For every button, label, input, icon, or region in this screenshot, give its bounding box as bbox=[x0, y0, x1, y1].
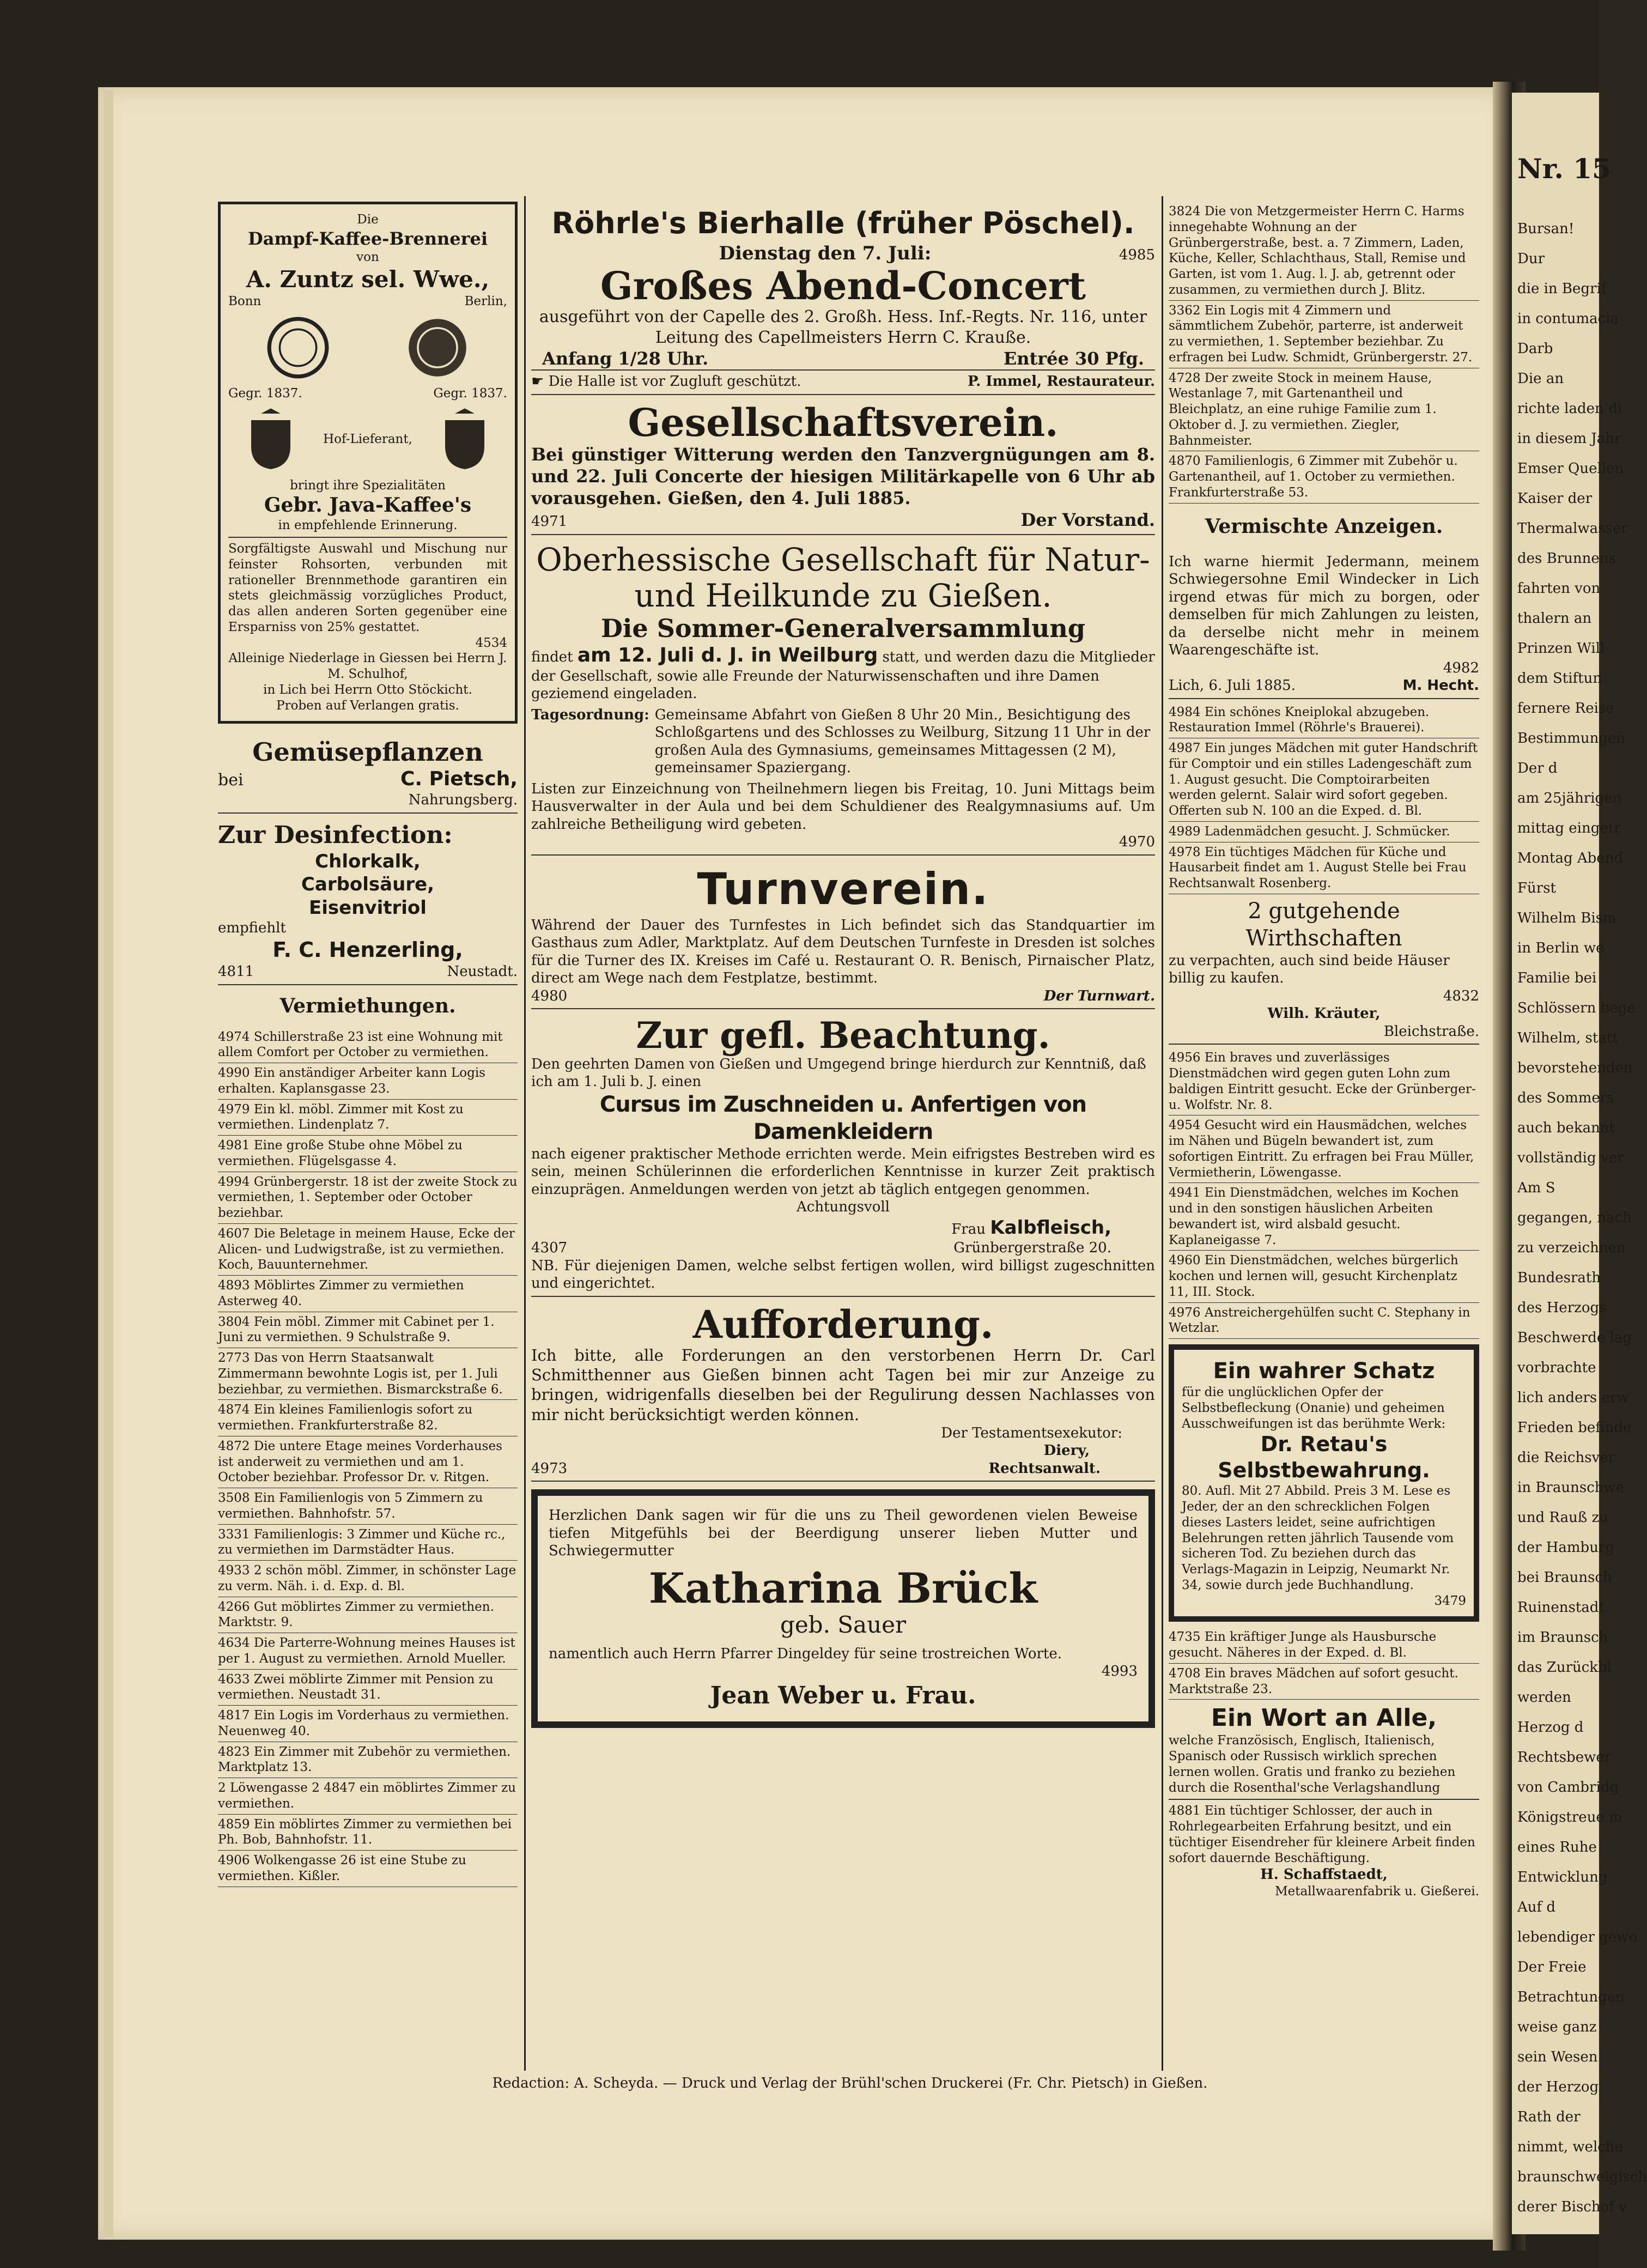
beacht-nb: NB. Für diejenigen Damen, welche selbst fertigen wollen, wird billigst zugeschnitten und eingerichtet. bbox=[531, 1257, 1155, 1292]
list-item: 4974 Schillerstraße 23 ist eine Wohnung mit allem Comfort per October zu vermiethen. bbox=[218, 1027, 518, 1064]
zuntz-advert bbox=[218, 202, 518, 724]
zuntz-von: von bbox=[356, 250, 379, 264]
facing-page-line: derer Bischof v bbox=[1517, 2199, 1627, 2215]
list-item: 4874 Ein kleines Familienlogis sofort zu vermiethen. Frankfurterstraße 82. bbox=[218, 1400, 518, 1436]
column-left bbox=[218, 202, 518, 1887]
coats-of-arms-row bbox=[228, 407, 507, 472]
dank-num: 4993 bbox=[1101, 1663, 1138, 1680]
facing-page-line: richte laden di bbox=[1517, 401, 1622, 417]
coat-of-arms-icon bbox=[432, 407, 497, 472]
warn-text: Ich warne hiermit Jedermann, meinem Schwiegersohne Emil Windecker in Lich irgend etwas für mich zu borgen, oder demselben für mich Zahlungen zu leisten, da derselbe nicht mehr in meinem Waarengeschäfte ist. bbox=[1169, 553, 1479, 658]
roehrle-text: ausgeführt von der Capelle des 2. Großh. Hess. Inf.-Regts. Nr. 116, unter Leitung des Capellmeisters Herrn C. Krauße. bbox=[539, 307, 1147, 347]
beachtung-advert bbox=[531, 1012, 1155, 1297]
facing-page-line: Die an bbox=[1517, 371, 1564, 387]
facing-page-line: Entwicklung bbox=[1517, 1869, 1608, 1885]
gemuese-bei: bei bbox=[218, 771, 244, 790]
list-item: 4954 Gesucht wird ein Hausmädchen, welches im Nähen und Bügeln bewandert ist, zum sofortigen Eintritt. Zu erfragen bei Frau Müller, Vermietherin, Löwengasse. bbox=[1169, 1115, 1479, 1183]
roehrle-anfang: Anfang 1/28 Uhr. bbox=[542, 348, 709, 369]
gesell-text: Bei günstiger Witterung werden den Tanzvergnügungen am 8. und 22. Juli Concerte der hiesigen Militärkapelle von 6 Uhr ab vorausgehen. Gießen, den 4. Juli 1885. bbox=[531, 444, 1155, 508]
list-item: 4941 Ein Dienstmädchen, welches im Kochen und in den sonstigen häuslichen Arbeiten bewandert ist, wird alsbald gesucht. Kaplaneigasse 7. bbox=[1169, 1183, 1479, 1251]
list-item: 4960 Ein Dienstmädchen, welches bürgerlich kochen und lernen will, gesucht Kirchenplatz 11, III. Stock. bbox=[1169, 1251, 1479, 1302]
facing-page-line: Prinzen Will bbox=[1517, 640, 1605, 657]
facing-page-line: bevorstehenden bbox=[1517, 1060, 1633, 1076]
list-item: 4817 Ein Logis im Vorderhaus zu vermiethen. Neuenweg 40. bbox=[218, 1706, 518, 1742]
beacht-frau: Frau bbox=[951, 1221, 986, 1238]
wirthschaften-advert bbox=[1169, 894, 1479, 1045]
dank-name: Katharina Brück bbox=[648, 1563, 1038, 1612]
beacht-text1: Den geehrten Damen von Gießen und Umgegend bringe hierdurch zur Kenntniß, daß ich am 1. Juli b. J. einen bbox=[531, 1056, 1146, 1090]
list-item: 4607 Die Beletage in meinem Hause, Ecke der Alicen- und Ludwigstraße, ist zu vermiethen. Koch, Bauunternehmer. bbox=[218, 1224, 518, 1276]
zuntz-title: Dampf-Kaffee-Brennerei bbox=[248, 228, 488, 249]
list-item: 2773 Das von Herrn Staatsanwalt Zimmermann bewohnte Logis ist, per 1. Juli beziehbar, zu vermiethen. Bismarckstraße 6. bbox=[218, 1348, 518, 1400]
gemuese-name: C. Pietsch, bbox=[400, 768, 518, 791]
zuntz-gegr-right: Gegr. 1837. bbox=[433, 386, 507, 401]
facing-page-line: fahrten von bbox=[1517, 580, 1601, 597]
schatz-text: für die unglücklichen Opfer der Selbstbefleckung (Onanie) und geheimen Ausschweifungen ist das berühmte Werk: bbox=[1182, 1385, 1446, 1431]
facing-page-line: Familie bei bbox=[1517, 970, 1597, 986]
facing-page-line: braunschweigisch bbox=[1517, 2169, 1647, 2185]
beacht-cursus: Cursus im Zuschneiden u. Anfertigen von Damenkleidern bbox=[599, 1091, 1087, 1144]
roehrle-event: Großes Abend-Concert bbox=[600, 263, 1086, 308]
schatz-text2: 80. Aufl. Mit 27 Abbild. Preis 3 M. Lese es Jeder, der an den schrecklichen Folgen dieses Lasters leidet, seine aufrichtigen Belehrungen retten jährlich Tausende vom sicheren Tod. Zu beziehen durch das Verlags-Magazin in Leipzig, Neumarkt Nr. 34, sowie durch jede Buchhandlung. bbox=[1182, 1484, 1454, 1592]
desinf-title: Zur Desinfection: bbox=[218, 821, 453, 849]
zuntz-firm: A. Zuntz sel. Wwe., bbox=[246, 265, 490, 293]
facing-page-line: Betrachtungen bbox=[1517, 1989, 1625, 2005]
schatz-title: Ein wahrer Schatz bbox=[1213, 1359, 1435, 1384]
zuntz-bonn: Bonn bbox=[228, 294, 262, 308]
auff-name: Diery, bbox=[1043, 1442, 1090, 1459]
facing-page-line: Beschwerde lag bbox=[1517, 1330, 1632, 1346]
list-item: 4634 Die Parterre-Wohnung meines Hauses ist per 1. August zu vermiethen. Arnold Mueller. bbox=[218, 1633, 518, 1670]
auff-role: Rechtsanwalt. bbox=[988, 1460, 1101, 1477]
zuntz-product: Gebr. Java-Kaffee's bbox=[264, 494, 472, 517]
facing-page-line: dem Stiftun bbox=[1517, 670, 1602, 687]
medal-icon bbox=[405, 315, 470, 380]
column-rule-1 bbox=[524, 196, 526, 2071]
warn-sign: M. Hecht. bbox=[1402, 677, 1479, 694]
list-item: 2 Löwengasse 2 4847 ein möblirtes Zimmer zu vermiethen. bbox=[218, 1778, 518, 1815]
turn-title: Turnverein. bbox=[697, 863, 989, 914]
ober-date: am 12. Juli d. J. in Weilburg bbox=[577, 644, 878, 666]
facing-page-line: Darb bbox=[1517, 341, 1553, 357]
facing-page-line: Auf d bbox=[1517, 1899, 1556, 1915]
desinf-item: Eisenvitriol bbox=[309, 896, 427, 919]
facing-page-line: Rath der bbox=[1517, 2109, 1581, 2125]
last-sign: H. Schaffstaedt, bbox=[1260, 1866, 1388, 1883]
list-item: 4735 Ein kräftiger Junge als Hausbursche gesucht. Näheres in der Exped. d. Bl. bbox=[1169, 1627, 1479, 1664]
facing-page-line: von Cambridg bbox=[1517, 1779, 1619, 1796]
ober-tag-label: Tagesordnung: bbox=[531, 706, 649, 723]
wort-title: Ein Wort an Alle, bbox=[1211, 1704, 1437, 1732]
column-right bbox=[1169, 202, 1479, 1900]
beacht-achtung: Achtungsvoll bbox=[797, 1199, 890, 1216]
list-item: 4978 Ein tüchtiges Mädchen für Küche und Hausarbeit findet am 1. August Stelle bei Frau Rechtsanwalt Rosenberg. bbox=[1169, 842, 1479, 894]
wirth-num: 4832 bbox=[1443, 987, 1479, 1004]
zuntz-num: 4534 bbox=[475, 635, 507, 650]
oberhessische-advert bbox=[531, 538, 1155, 856]
list-item: 4994 Grünbergerstr. 18 ist der zweite Stock zu vermiethen, 1. September oder October beziehbar. bbox=[218, 1172, 518, 1224]
facing-page-line: im Braunsch bbox=[1517, 1629, 1608, 1646]
list-item: 4981 Eine große Stube ohne Möbel zu vermiethen. Flügelsgasse 4. bbox=[218, 1136, 518, 1172]
last-text: 4881 Ein tüchtiger Schlosser, der auch in Rohrlegearbeiten Erfahrung besitzt, und ein tüchtiger Eisendreher für kleinere Arbeit finden sofort dauernde Beschäftigung. bbox=[1169, 1804, 1475, 1865]
zuntz-nieder: Alleinige Niederlage in Giessen bei Herrn J. M. Schulhof, bbox=[228, 651, 507, 681]
warn-date: Lich, 6. Juli 1885. bbox=[1169, 677, 1296, 694]
column-rule-2 bbox=[1162, 196, 1163, 2071]
list-item: 4859 Ein möblirtes Zimmer zu vermiethen bei Ph. Bob, Bahnhofstr. 11. bbox=[218, 1815, 518, 1851]
beacht-title: Zur gefl. Beachtung. bbox=[636, 1014, 1050, 1057]
desinf-item: Chlorkalk, bbox=[315, 850, 421, 872]
pointing-hand-icon: ☛ bbox=[531, 373, 544, 390]
facing-page-line: Dur bbox=[1517, 251, 1545, 267]
facing-page-line: Ruinenstadt bbox=[1517, 1599, 1605, 1616]
zuntz-hof: Hof-Lieferant, bbox=[323, 432, 412, 447]
gemuese-addr: Nahrungsberg. bbox=[408, 792, 518, 809]
gesellschaft-advert bbox=[531, 398, 1155, 535]
list-item: 3804 Fein möbl. Zimmer mit Cabinet per 1. Juni zu vermiethen. 9 Schulstraße 9. bbox=[218, 1312, 518, 1349]
ober-num: 4970 bbox=[1119, 834, 1155, 851]
facing-page-line: Kaiser der bbox=[1517, 490, 1593, 507]
desinfection-advert bbox=[218, 817, 518, 985]
wirth-text: zu verpachten, auch sind beide Häuser billig zu kaufen. bbox=[1169, 952, 1450, 987]
list-item: 4933 2 schön möbl. Zimmer, in schönster Lage zu verm. Näh. i. d. Exp. d. Bl. bbox=[218, 1561, 518, 1597]
right-items2-list bbox=[1169, 1048, 1479, 1339]
roehrle-entree: Entrée 30 Pfg. bbox=[1003, 348, 1144, 369]
medal-icon bbox=[265, 315, 331, 380]
facing-page-line: weise ganz bbox=[1517, 2019, 1597, 2035]
turn-sign: Der Turnwart. bbox=[1043, 987, 1155, 1004]
danksagung-advert bbox=[531, 1489, 1155, 1728]
list-item: 4266 Gut möblirtes Zimmer zu vermiethen. Marktstr. 9. bbox=[218, 1597, 518, 1634]
facing-page-line: der Herzog bbox=[1517, 2079, 1599, 2095]
facing-page-line: am 25jährigen bbox=[1517, 790, 1622, 806]
facing-page-line: Der d bbox=[1517, 760, 1558, 777]
list-item: 4906 Wolkengasse 26 ist eine Stube zu vermiethen. Kißler. bbox=[218, 1851, 518, 1887]
desinf-num: 4811 bbox=[218, 963, 254, 980]
facing-page-line: gegangen, nach bbox=[1517, 1210, 1632, 1226]
beacht-num: 4307 bbox=[531, 1240, 568, 1257]
facing-page-line: Thermalwasser bbox=[1517, 520, 1628, 537]
roehrle-wirt: P. Immel, Restaurateur. bbox=[968, 373, 1155, 390]
facing-page-line: das Zurückbl bbox=[1517, 1659, 1612, 1676]
warn-num: 4982 bbox=[1443, 659, 1479, 676]
list-item: 4989 Ladenmädchen gesucht. J. Schmücker. bbox=[1169, 822, 1479, 842]
page-left-edge bbox=[104, 90, 113, 2237]
warnung-advert bbox=[1169, 550, 1479, 699]
zuntz-gegr-left: Gegr. 1837. bbox=[228, 386, 302, 401]
wirth-addr: Bleichstraße. bbox=[1383, 1023, 1479, 1040]
right-top-list bbox=[1169, 202, 1479, 504]
facing-page-line: in contumacia bbox=[1517, 311, 1619, 327]
facing-page-line: mittag eingetr bbox=[1517, 820, 1621, 836]
facing-page-line: Nr. 15 bbox=[1517, 153, 1611, 185]
facing-page-line: des Herzogs bbox=[1517, 1300, 1607, 1316]
facing-page-line: Bundesrath bbox=[1517, 1270, 1601, 1286]
list-item: 4976 Anstreichergehülfen sucht C. Stephany in Wetzlar. bbox=[1169, 1303, 1479, 1339]
facing-page-line: eines Ruhe bbox=[1517, 1839, 1597, 1855]
list-item: 4984 Ein schönes Kneiplokal abzugeben. Restauration Immel (Röhrle's Brauerei). bbox=[1169, 702, 1479, 739]
coat-of-arms-icon bbox=[238, 407, 303, 472]
zuntz-lich: in Lich bei Herrn Otto Stöckicht. bbox=[263, 682, 472, 697]
dank-text: Herzlichen Dank sagen wir für die uns zu Theil gewordenen vielen Beweise tiefen Mitgefühls bei der Beerdigung unserer lieben Mutter und Schwiegermutter bbox=[549, 1507, 1138, 1560]
roehrle-advert bbox=[531, 202, 1155, 395]
gesell-sign: Der Vorstand. bbox=[1020, 509, 1155, 530]
facing-page-line: Frieden befinde bbox=[1517, 1420, 1632, 1436]
facing-page-line: in Braunschwe bbox=[1517, 1479, 1625, 1496]
column-middle bbox=[531, 202, 1155, 1728]
gemuese-title: Gemüsepflanzen bbox=[252, 737, 483, 767]
turnverein-advert bbox=[531, 859, 1155, 1010]
facing-page-line: zu verzeichnen bbox=[1517, 1240, 1626, 1256]
zuntz-bringt: bringt ihre Spezialitäten bbox=[290, 478, 446, 493]
list-item: 4956 Ein braves und zuverlässiges Dienstmädchen wird gegen guten Lohn zum baldigen Eintritt gesucht. Ecke der Grünberger- u. Wolfstr. Nr. 8. bbox=[1169, 1048, 1479, 1115]
beacht-name: Kalbfleisch, bbox=[990, 1216, 1111, 1239]
list-item: 4728 Der zweite Stock in meinem Hause, Westanlage 7, mit Gartenantheil und Bleichplatz, an eine ruhige Familie zum 1. Oktober d. J. zu vermiethen. Ziegler, Bahnmeister. bbox=[1169, 368, 1479, 452]
gemuese-advert bbox=[218, 735, 518, 813]
desinf-name: F. C. Henzerling, bbox=[272, 937, 463, 962]
list-item: 4990 Ein anständiger Arbeiter kann Logis erhalten. Kaplansgasse 23. bbox=[218, 1063, 518, 1100]
facing-page-line: Montag Abend bbox=[1517, 850, 1624, 866]
facing-page-line: Der Freie bbox=[1517, 1959, 1587, 1975]
facing-page-line: Emser Quellen bbox=[1517, 460, 1624, 477]
facing-page-line: vorbrachte bbox=[1517, 1360, 1596, 1376]
desinf-addr: Neustadt. bbox=[447, 963, 518, 980]
ober-title2: und Heilkunde zu Gießen. bbox=[634, 577, 1052, 615]
roehrle-num: 4985 bbox=[1119, 246, 1155, 263]
desinf-item: Carbolsäure, bbox=[301, 874, 435, 896]
zuntz-empf: in empfehlende Erinnerung. bbox=[278, 518, 458, 533]
dank-geb: geb. Sauer bbox=[780, 1611, 907, 1639]
vermiethungen-list bbox=[218, 1027, 518, 1887]
facing-page-line: in Berlin we bbox=[1517, 940, 1605, 956]
facing-page-line: thalern an bbox=[1517, 610, 1592, 627]
facing-page-line: nimmt, welche bbox=[1517, 2139, 1623, 2155]
facing-page-line: und Rauß zu bbox=[1517, 1509, 1608, 1526]
roehrle-halle: Die Halle ist vor Zugluft geschützt. bbox=[548, 373, 801, 390]
last-firm: Metallwaarenfabrik u. Gießerei. bbox=[1275, 1884, 1479, 1899]
ober-sub: Die Sommer-Generalversammlung bbox=[600, 613, 1086, 643]
facing-page-line: Fürst bbox=[1517, 880, 1557, 896]
list-item: 3331 Familienlogis: 3 Zimmer und Küche rc., zu vermiethen im Darmstädter Haus. bbox=[218, 1525, 518, 1561]
facing-page-line: bei Braunsch bbox=[1517, 1569, 1612, 1586]
facing-page-line: Königstreue m bbox=[1517, 1809, 1622, 1826]
facing-page-line: der Hamburg bbox=[1517, 1539, 1615, 1556]
facing-page-line: werden bbox=[1517, 1689, 1571, 1706]
facing-page-line: des Sommers bbox=[1517, 1090, 1614, 1106]
schatz-advert bbox=[1169, 1344, 1479, 1622]
wort-advert bbox=[1169, 1700, 1479, 1800]
aufforderung-advert bbox=[531, 1300, 1155, 1482]
wort-text: welche Französisch, Englisch, Italienisch, Spanisch oder Russisch wirklich sprechen lernen wollen. Gratis und franko zu beziehen durch die Rosenthal'sche Verlagshandlung bbox=[1169, 1733, 1456, 1795]
list-item: 4987 Ein junges Mädchen mit guter Handschrift für Comptoir und ein stilles Ladengeschäft zum 1. August gesucht. Die Comptoirarbeiten werden gelernt. Salair wird sofort gegeben. Offerten sub N. 100 an die Exped. d. Bl. bbox=[1169, 738, 1479, 822]
facing-page-line: Herzog d bbox=[1517, 1719, 1584, 1736]
facing-page-line: Am S bbox=[1517, 1180, 1555, 1196]
wirth-title: 2 gutgehende Wirthschaften bbox=[1245, 898, 1402, 951]
facing-page-line: die in Begrif bbox=[1517, 281, 1607, 297]
ober-findet: findet bbox=[531, 648, 573, 665]
footer-imprint: Redaction: A. Scheyda. — Druck und Verlag der Brühl'schen Druckerei (Fr. Chr. Pietsch) in Gießen. bbox=[492, 2075, 1208, 2091]
ober-text: statt, und werden dazu die Mitglieder der Gesellschaft, sowie alle Freunde der Naturwissenschaften und ihre Damen geziemend eingeladen. bbox=[531, 648, 1155, 702]
schatz-book: Dr. Retau's Selbstbewahrung. bbox=[1218, 1432, 1430, 1482]
zuntz-berlin: Berlin, bbox=[464, 294, 507, 308]
wirth-sign: Wilh. Kräuter, bbox=[1267, 1005, 1381, 1022]
facing-page-line: Wilhelm, statt bbox=[1517, 1030, 1618, 1046]
list-item: 4872 Die untere Etage meines Vorderhauses ist anderweit zu vermiethen und am 1. October beziehbar. Professor Dr. v. Ritgen. bbox=[218, 1436, 518, 1488]
zuntz-text: Sorgfältigste Auswahl und Mischung nur feinster Rohsorten, verbunden mit rationeller Brennmethode garantiren ein stets gleichmässig vorzügliches Product, das allen anderen Sorten gegenüber eine Ersparniss von 25% gestattet. bbox=[228, 537, 507, 635]
vermiethungen-title: Vermiethungen. bbox=[279, 994, 456, 1017]
dank-text2: namentlich auch Herrn Pfarrer Dingeldey für seine trostreichen Worte. bbox=[549, 1645, 1062, 1662]
medals-row bbox=[228, 315, 507, 380]
vermischte-title: Vermischte Anzeigen. bbox=[1205, 514, 1443, 538]
auff-num: 4973 bbox=[531, 1460, 568, 1477]
auff-title: Aufforderung. bbox=[692, 1301, 994, 1347]
auff-exec: Der Testamentsexekutor: bbox=[941, 1424, 1122, 1441]
facing-page-line: Bursan! bbox=[1517, 221, 1575, 237]
ober-title1: Oberhessische Gesellschaft für Natur- bbox=[536, 541, 1150, 578]
dank-sign: Jean Weber u. Frau. bbox=[710, 1681, 976, 1709]
ober-tag-text: Gemeinsame Abfahrt von Gießen 8 Uhr 20 Min., Besichtigung des Schloßgartens und des Schlosses zu Weilburg, Sitzung 11 Uhr in der großen Aula des Gymnasiums, gemeinsames Mittagessen (2 M), gemeinsamer Spaziergang. bbox=[654, 706, 1151, 777]
right-items3-list bbox=[1169, 1627, 1479, 1700]
facing-page-line: lebendiger gewo bbox=[1517, 1929, 1638, 1945]
list-item: 3824 Die von Metzgermeister Herrn C. Harms innegehabte Wohnung an der Grünbergerstraße, best. a. 7 Zimmern, Laden, Küche, Keller, Schlachthaus, Stall, Remise und Garten, ist vom 1. Aug. l. J. ab, getrennt oder zusammen, zu vermiethen durch J. Blitz. bbox=[1169, 202, 1479, 301]
zuntz-die: Die bbox=[357, 213, 379, 227]
facing-page bbox=[1512, 93, 1647, 2234]
facing-page-line: vollständig ver bbox=[1517, 1150, 1624, 1166]
facing-page-line: lich anders erw bbox=[1517, 1390, 1629, 1406]
facing-page-line: des Brunnens bbox=[1517, 550, 1616, 567]
list-item: 3362 Ein Logis mit 4 Zimmern und sämmtlichem Zubehör, parterre, ist anderweit zu vermiethen, 1. September beziehbar. Zu erfragen bei Ludw. Schmidt, Grünbergerstr. 27. bbox=[1169, 301, 1479, 368]
desinf-empf: empfiehlt bbox=[218, 920, 286, 937]
gesell-num: 4971 bbox=[531, 513, 568, 530]
list-item: 4708 Ein braves Mädchen auf sofort gesucht. Marktstraße 23. bbox=[1169, 1664, 1479, 1700]
facing-page-line: Bestimmungen bbox=[1517, 730, 1626, 747]
list-item: 4823 Ein Zimmer mit Zubehör zu vermiethen. Marktplatz 13. bbox=[218, 1742, 518, 1779]
list-item: 4979 Ein kl. möbl. Zimmer mit Kost zu vermiethen. Lindenplatz 7. bbox=[218, 1100, 518, 1136]
facing-page-line: in diesem Jahr bbox=[1517, 430, 1621, 447]
list-item: 4893 Möblirtes Zimmer zu vermiethen Asterweg 40. bbox=[218, 1276, 518, 1312]
beacht-addr: Grünbergerstraße 20. bbox=[953, 1240, 1111, 1257]
turn-text: Während der Dauer des Turnfestes in Lich befindet sich das Standquartier im Gasthaus zum Adler, Marktplatz. Auf dem Deutschen Turnfeste in Dresden ist solches für die Turner des IX. Kreises im Café u. Restaurant O. R. Benisch, Pirnaischer Platz, direct am Wege nach dem Festplatze, bestimmt. bbox=[531, 917, 1155, 987]
right-items1-list bbox=[1169, 702, 1479, 894]
facing-page-line: Rechtsbewer bbox=[1517, 1749, 1612, 1766]
facing-page-line: die Reichsver bbox=[1517, 1450, 1615, 1466]
ober-listen: Listen zur Einzeichnung von Theilnehmern liegen bis Freitag, 10. Juni Mittags beim Hausverwalter in der Aula und bei dem Schuldiener des Realgymnasiums auf. Um zahlreiche Betheiligung wird gebeten. bbox=[531, 780, 1155, 833]
facing-page-line: auch bekannt bbox=[1517, 1120, 1615, 1136]
facing-page-line: fernere Reise bbox=[1517, 700, 1614, 717]
schlosser-advert bbox=[1169, 1803, 1479, 1899]
roehrle-title: Röhrle's Bierhalle (früher Pöschel). bbox=[551, 206, 1135, 240]
facing-page-line: sein Wesen bbox=[1517, 2049, 1598, 2065]
list-item: 4633 Zwei möblirte Zimmer mit Pension zu vermiethen. Neustadt 31. bbox=[218, 1670, 518, 1706]
zuntz-proben: Proben auf Verlangen gratis. bbox=[276, 698, 459, 713]
facing-page-line: Wilhelm Bism bbox=[1517, 910, 1616, 926]
beacht-text2: nach eigener praktischer Methode errichten werde. Mein eifrigstes Bestreben wird es sein, meinen Schülerinnen die erforderlichen Kenntnisse in kurzer Zeit praktisch einzuprägen. Anmeldungen werden von jetzt ab täglich entgegen genommen. bbox=[531, 1145, 1155, 1198]
schatz-num: 3479 bbox=[1434, 1593, 1466, 1608]
facing-page-line: Schlössern bege bbox=[1517, 1000, 1636, 1016]
list-item: 3508 Ein Familienlogis von 5 Zimmern zu vermiethen. Bahnhofstr. 57. bbox=[218, 1488, 518, 1525]
list-item: 4870 Familienlogis, 6 Zimmer mit Zubehör u. Gartenantheil, auf 1. October zu vermiethen. Frankfurterstraße 53. bbox=[1169, 451, 1479, 503]
roehrle-day: Dienstag den 7. Juli: bbox=[719, 242, 932, 264]
auff-text: Ich bitte, alle Forderungen an den verstorbenen Herrn Dr. Carl Schmitthenner aus Gießen binnen acht Tagen bei mir zur Anzeige zu bringen, widrigenfalls dieselben bei der Regulirung dessen Nachlasses von mir nicht berücksichtigt werden können. bbox=[531, 1345, 1155, 1424]
gesell-title: Gesellschaftsverein. bbox=[628, 399, 1059, 445]
turn-num: 4980 bbox=[531, 987, 568, 1004]
